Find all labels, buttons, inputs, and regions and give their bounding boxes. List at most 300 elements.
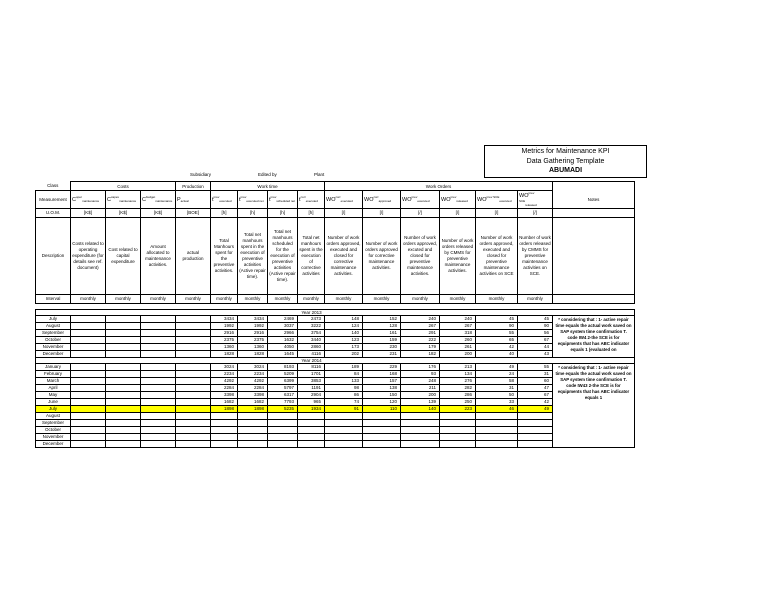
value-cell [401,440,440,447]
value-cell: 3398 [238,391,268,398]
value-cell [518,419,553,426]
interval-cell: monthly [440,294,476,303]
value-cell: 2375 [238,336,268,343]
notes-cell: * considering that : 1- active repair time equals the actual work saved on SAP system time confirmation T. code IW43 2-the SCE is for equipments that has ABC indicator equals 1 [553,363,635,447]
value-cell: 240 [440,315,476,322]
value-cell [363,426,401,433]
description-cell: Total net manhours scheduled for the execution of preventive activities (Active repair time). [268,217,298,294]
value-cell: 176 [401,363,440,370]
value-cell: 24 [476,370,518,377]
measurement-symbol [106,191,141,209]
value-cell: 43 [518,350,553,357]
value-cell [141,343,176,350]
value-cell [106,405,141,412]
value-cell: 1191 [298,384,325,391]
value-cell: 965 [298,398,325,405]
kpi-table [35,181,635,448]
value-cell: 267 [401,322,440,329]
value-cell [363,412,401,419]
group-production: Production [176,182,211,191]
description-cell: Total net manhours spent in the execution of preventive activities (Active repair time). [238,217,268,294]
table-row [36,405,635,412]
value-cell: 84 [325,370,363,377]
value-cell: 2284 [211,384,238,391]
month-cell: June [36,398,71,405]
value-cell: 3222 [298,322,325,329]
symbol-sub: executed [340,198,353,203]
value-cell [518,412,553,419]
value-cell: 93 [401,370,440,377]
value-cell: 3853 [298,377,325,384]
template-title [484,145,647,178]
group-work-orders: Work Orders [325,182,553,191]
value-cell [363,419,401,426]
value-cell: 1934 [298,405,325,412]
uom-cell: [/] [518,208,553,217]
value-cell: 1701 [298,370,325,377]
value-cell: 91 [325,405,363,412]
value-cell [363,440,401,447]
value-cell [106,343,141,350]
value-cell: 4292 [211,377,238,384]
value-cell: 157 [363,377,401,384]
uom-cell: [h] [268,208,298,217]
measurement-symbol [440,191,476,209]
value-cell [141,419,176,426]
value-cell: 4050 [268,343,298,350]
value-cell [141,391,176,398]
value-cell [71,391,106,398]
symbol-sub: scheduled net [276,198,296,203]
value-cell [476,433,518,440]
value-cell [176,440,211,447]
value-cell: 86 [325,391,363,398]
value-cell [176,377,211,384]
value-cell: 140 [325,329,363,336]
value-cell [71,433,106,440]
value-cell [141,384,176,391]
symbol-sup: prev [411,194,418,199]
value-cell: 90 [518,322,553,329]
value-cell [71,322,106,329]
symbol: WO [477,196,487,203]
symbol-sup: corr [300,194,306,199]
value-cell [211,440,238,447]
interval-cell: monthly [238,294,268,303]
value-cell [141,398,176,405]
month-cell: July [36,315,71,322]
interval-cell: monthly [176,294,211,303]
value-cell [71,419,106,426]
symbol-sub: executed net [246,198,264,203]
value-cell: 179 [401,343,440,350]
month-cell: September [36,419,71,426]
measurement-symbol [268,191,298,209]
interval-cell: monthly [298,294,325,303]
value-cell [211,419,238,426]
uom-cell: [K$] [106,208,141,217]
edited-by-label: Edited by [258,172,277,177]
value-cell: 139 [401,398,440,405]
value-cell [238,440,268,447]
symbol-sub: released [456,198,468,203]
row-label-interval: Interval [36,294,71,303]
value-cell [176,419,211,426]
value-cell: 55 [476,329,518,336]
symbol: t [299,196,301,203]
value-cell: 148 [325,315,363,322]
month-cell: December [36,350,71,357]
interval-cell: monthly [476,294,518,303]
value-cell: 45 [518,315,553,322]
value-cell [238,412,268,419]
value-cell [440,419,476,426]
value-cell [106,322,141,329]
month-cell: November [36,433,71,440]
value-cell: 138 [363,384,401,391]
symbol-sup: prev [270,194,277,199]
value-cell [401,426,440,433]
value-cell [106,336,141,343]
value-cell [71,343,106,350]
value-cell: 128 [363,322,401,329]
symbol-sup: corr [335,194,341,199]
value-cell: 33 [476,398,518,405]
table-row [36,433,635,440]
value-cell [141,329,176,336]
month-cell: May [36,391,71,398]
value-cell [476,412,518,419]
value-cell: 42 [476,343,518,350]
value-cell [176,433,211,440]
value-cell [106,384,141,391]
value-cell [106,398,141,405]
value-cell [401,419,440,426]
value-cell [176,370,211,377]
description-cell: Costs related to operating expenditure (for details see ref. document) [71,217,106,294]
group-work-time: Work time [211,182,325,191]
table-row [36,440,635,447]
month-cell: November [36,343,71,350]
interval-cell: monthly [518,294,553,303]
value-cell: 134 [440,370,476,377]
value-cell [141,440,176,447]
value-cell [238,419,268,426]
value-cell [325,412,363,419]
interval-cell: monthly [106,294,141,303]
value-cell [106,433,141,440]
value-cell [141,336,176,343]
value-cell: 1682 [238,398,268,405]
symbol: t [239,196,241,203]
value-cell [401,433,440,440]
value-cell [268,412,298,419]
symbol-sub: approved [378,198,392,203]
value-cell: 45 [476,315,518,322]
value-cell: 1360 [211,343,238,350]
value-cell [268,419,298,426]
value-cell [476,426,518,433]
value-cell: 182 [401,350,440,357]
value-cell: 60 [518,377,553,384]
symbol: WO [364,196,374,203]
value-cell: 31 [476,384,518,391]
value-cell: 3024 [211,363,238,370]
value-cell: 3440 [298,336,325,343]
value-cell [176,391,211,398]
row-label-measurement: Measurement [36,191,71,209]
symbol-sub: released [525,202,537,207]
symbol: WO [402,196,412,203]
month-cell: December [36,440,71,447]
value-cell: 55 [518,363,553,370]
value-cell: 260 [440,336,476,343]
value-cell [325,433,363,440]
interval-notes [553,294,635,303]
value-cell [268,433,298,440]
symbol: WO [326,196,336,203]
value-cell [71,329,106,336]
value-cell: 2473 [298,315,325,322]
description-cell: Total Manhours spent for the preventive activities. [211,217,238,294]
value-cell: 213 [440,363,476,370]
value-cell: 50 [476,391,518,398]
value-cell [71,336,106,343]
value-cell [141,322,176,329]
value-cell [71,440,106,447]
value-cell: 140 [401,405,440,412]
value-cell [176,350,211,357]
value-cell [176,384,211,391]
value-cell: 222 [401,336,440,343]
value-cell [476,419,518,426]
symbol-sub: maintenance [82,198,100,203]
value-cell [141,350,176,357]
value-cell [141,426,176,433]
symbol-sup: oper [75,194,82,199]
value-cell [71,405,106,412]
value-cell: 231 [363,350,401,357]
value-cell [141,370,176,377]
description-cell: Number of work orders approved for corrective maintenance activities. [363,217,401,294]
title-line-2: Data Gathering Template [526,157,605,165]
measurement-symbol [141,191,176,209]
symbol: t [269,196,271,203]
measurement-symbol [518,191,553,209]
value-cell: 6317 [268,391,298,398]
table-row [36,363,635,370]
value-cell [106,440,141,447]
value-cell: 2375 [211,336,238,343]
value-cell: 152 [363,315,401,322]
value-cell: 4292 [238,377,268,384]
value-cell: 42 [518,398,553,405]
symbol-sup: prev SCE [486,194,500,199]
value-cell: 1632 [268,336,298,343]
value-cell: 261 [440,343,476,350]
symbol-sub: executed [499,198,512,203]
value-cell: 1992 [238,322,268,329]
description-cell: Amount allocated to maintenance activities. [141,217,176,294]
value-cell [325,440,363,447]
symbol-sub: executed [305,198,318,203]
table-row [36,412,635,419]
value-cell: 150 [363,391,401,398]
symbol-sub: maintenance [119,198,137,203]
value-cell: 110 [363,405,401,412]
value-cell: 2916 [211,329,238,336]
value-cell [106,329,141,336]
measurement-symbol [298,191,325,209]
value-cell: 74 [325,398,363,405]
measurement-symbol [176,191,211,209]
notes-spacer [553,182,635,191]
description-cell: Number of work orders released by CMMS for preventive maintenance activities on SCE. [518,217,553,294]
month-cell: August [36,412,71,419]
table-row [36,398,635,405]
uom-cell: [K$] [71,208,106,217]
value-cell [71,384,106,391]
value-cell [268,426,298,433]
table-row [36,329,635,336]
value-cell: 49 [476,363,518,370]
value-cell [176,405,211,412]
value-cell [106,419,141,426]
value-cell: 65 [476,336,518,343]
symbol-sup: prev [450,194,457,199]
uom-cell: [h] [238,208,268,217]
value-cell: 124 [325,322,363,329]
value-cell: 5235 [268,405,298,412]
value-cell: 200 [401,391,440,398]
value-cell: 286 [440,391,476,398]
uom-cell: [h] [298,208,325,217]
table-row [36,419,635,426]
measurement-symbol [325,191,363,209]
value-cell: 1828 [238,350,268,357]
symbol-sup: prev [240,194,247,199]
value-cell [141,433,176,440]
value-cell: 8116 [298,363,325,370]
value-cell: 291 [401,329,440,336]
value-cell: 202 [325,350,363,357]
symbol-sup: corr [373,194,379,199]
year-label: Year 2014 [71,357,553,363]
measurement-symbol [401,191,440,209]
symbol: C [142,196,146,203]
value-cell [440,426,476,433]
value-cell: 44 [518,343,553,350]
value-cell [518,426,553,433]
value-cell [518,440,553,447]
value-cell [176,315,211,322]
value-cell: 3024 [238,363,268,370]
description-notes [553,217,635,294]
title-line-1: Metrics for Maintenance KPI [521,148,610,155]
value-cell: 3434 [238,315,268,322]
value-cell [71,370,106,377]
notes-cell: * considering that : 1- active repair time equals the actual work saved on SAP system time confirmation T. code IW4 2-the SCE is for equipments that has ABC indicator equals 1 (evaluated on [553,315,635,357]
symbol: t [212,196,214,203]
symbol-sub: actual [180,198,189,203]
value-cell: 40 [476,350,518,357]
value-cell [211,412,238,419]
value-cell: 6399 [268,377,298,384]
value-cell: 2860 [298,343,325,350]
value-cell: 2234 [238,370,268,377]
value-cell [476,440,518,447]
value-cell [176,412,211,419]
value-cell: 250 [440,398,476,405]
month-cell: October [36,336,71,343]
value-cell: 1645 [268,350,298,357]
value-cell [440,412,476,419]
value-cell [176,426,211,433]
symbol-sup: budget [145,194,156,199]
value-cell [440,440,476,447]
symbol: C [107,196,111,203]
uom-notes [553,208,635,217]
value-cell [325,419,363,426]
interval-cell: monthly [141,294,176,303]
value-cell [211,433,238,440]
value-cell: 240 [401,315,440,322]
value-cell: 223 [440,405,476,412]
value-cell [106,370,141,377]
table-row [36,343,635,350]
table-row [36,315,635,322]
uom-cell: [/] [440,208,476,217]
month-cell: February [36,370,71,377]
value-cell: 98 [325,384,363,391]
measurement-symbol [363,191,401,209]
value-cell: 90 [476,322,518,329]
value-cell [176,329,211,336]
measurement-symbol [238,191,268,209]
value-cell [71,398,106,405]
uom-cell: [/] [363,208,401,217]
symbol-sup: prev [213,194,220,199]
value-cell [176,343,211,350]
value-cell [141,315,176,322]
title-line-3: ABUMADI [548,167,583,174]
value-cell [298,426,325,433]
value-cell: 56 [518,329,553,336]
symbol-sup: capex [110,194,119,199]
value-cell [440,433,476,440]
value-cell [141,412,176,419]
table-row [36,377,635,384]
value-cell [238,426,268,433]
subsidiary-label: Subsidiary [190,172,212,177]
value-cell: 1898 [238,405,268,412]
measurement-symbol [211,191,238,209]
value-cell: 67 [518,391,553,398]
value-cell: 200 [440,350,476,357]
interval-cell: monthly [71,294,106,303]
symbol: WO [519,192,529,199]
value-cell: 230 [363,343,401,350]
value-cell [298,419,325,426]
uom-cell: [h] [211,208,238,217]
value-cell [71,350,106,357]
value-cell: 3434 [211,315,238,322]
value-cell: 2916 [238,329,268,336]
value-cell: 47 [518,384,553,391]
row-label-uom: U.O.M. [36,208,71,217]
description-cell: Number of work orders approved, executed and closed for corrective maintenance activities. [325,217,363,294]
symbol: P [177,196,181,203]
